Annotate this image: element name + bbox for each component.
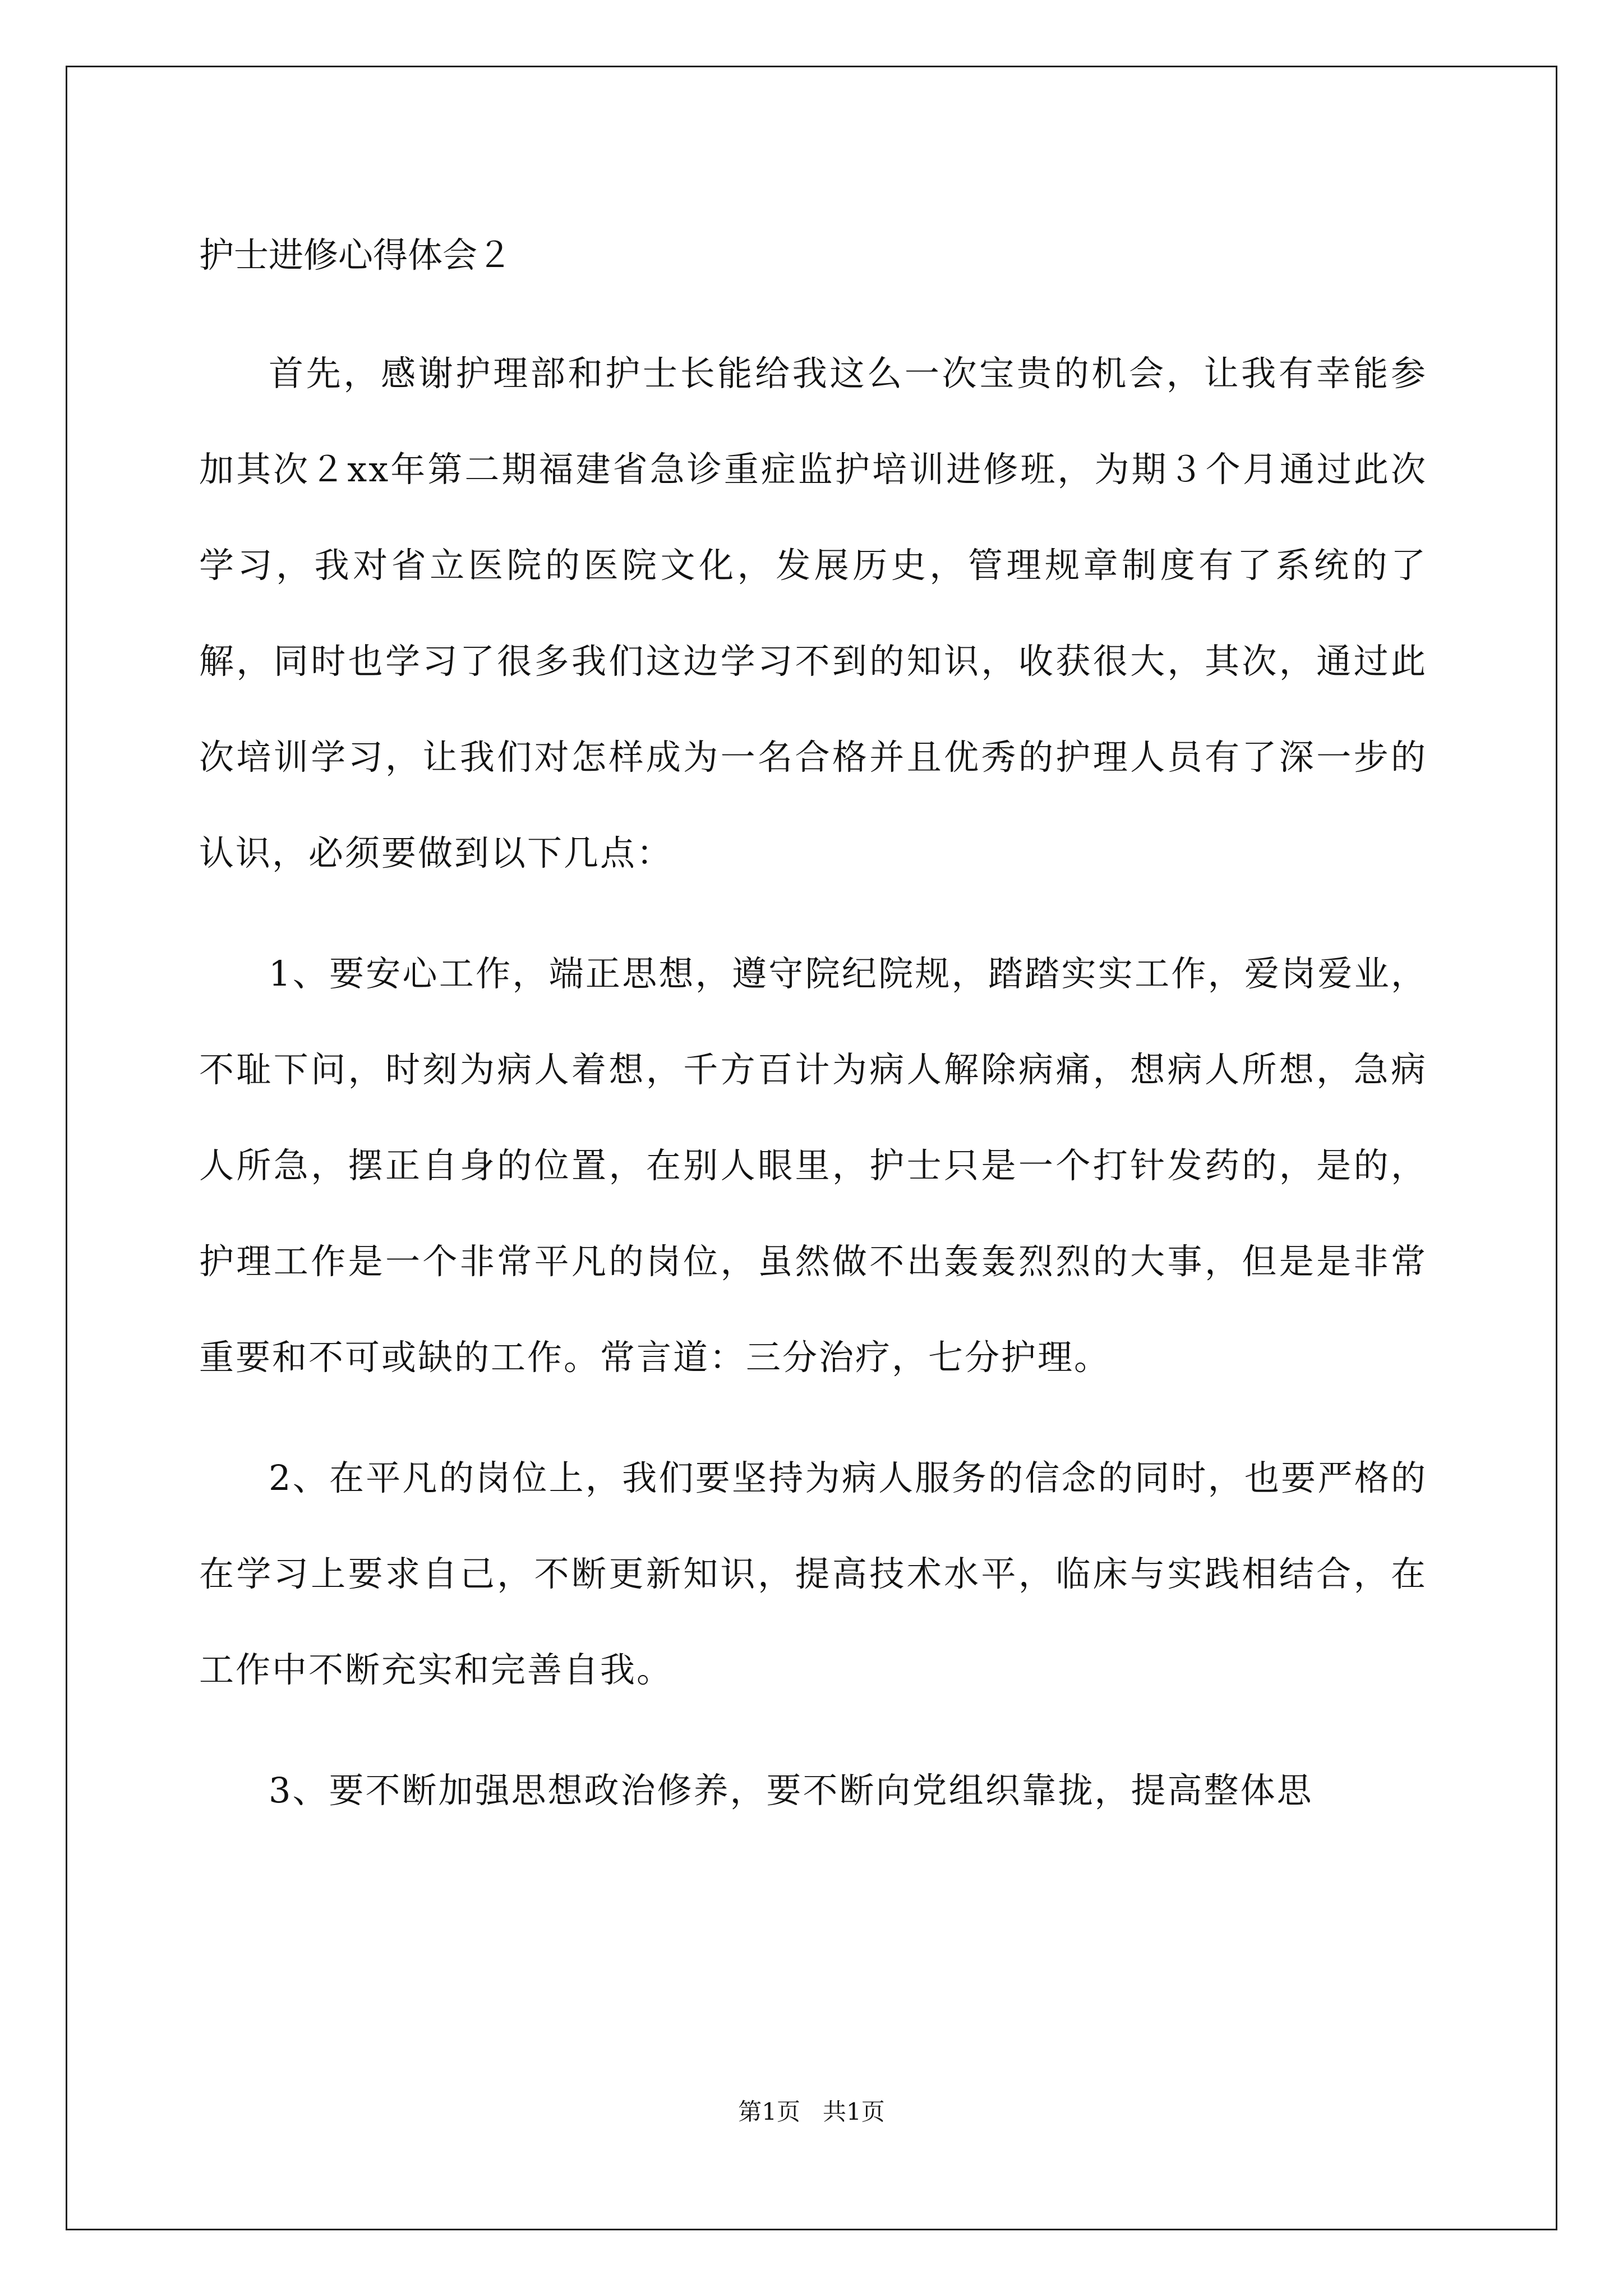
page-number-current: 第1页 — [738, 2098, 800, 2125]
document-body — [199, 208, 1427, 1863]
paragraph-point-2: 2、在平凡的岗位上，我们要坚持为病人服务的信念的同时，也要严格的在学习上要求自己，不断更新知识，提高技术水平，临床与实践相结合，在工作中不断充实和完善自我。 — [199, 1457, 1427, 1690]
document-title: 护士进修心得体会２ — [199, 234, 513, 275]
page-footer — [0, 2095, 1623, 2129]
page-number-total: 共1页 — [823, 2098, 885, 2125]
paragraph-intro: 首先，感谢护理部和护士长能给我这么一次宝贵的机会，让我有幸能参加其次２xx年第二期福建省急诊重症监护培训进修班，为期３个月通过此次学习，我对省立医院的医院文化，发展历史，管理规章制度有了系统的了解，同时也学习了很多我们这边学习不到的知识，收获很大，其次，通过此次培训学习，让我们对怎样成为一名合格并且优秀的护理人员有了深一步的认识，必须要做到以下几点： — [199, 353, 1427, 873]
paragraph-point-3: 3、要不断加强思想政治修养，要不断向党组织靠拢，提高整体思 — [269, 1770, 1313, 1811]
paragraph-point-1: 1、要安心工作，端正思想，遵守院纪院规，踏踏实实工作，爱岗爱业，不耻下问，时刻为病人着想，千方百计为病人解除病痛，想病人所想，急病人所急，摆正自身的位置，在别人眼里，护士只是一个打针发药的，是的，护理工作是一个非常平凡的岗位，虽然做不出轰轰烈烈的大事，但是是非常重要和不可或缺的工作。常言道：三分治疗，七分护理。 — [199, 953, 1427, 1378]
